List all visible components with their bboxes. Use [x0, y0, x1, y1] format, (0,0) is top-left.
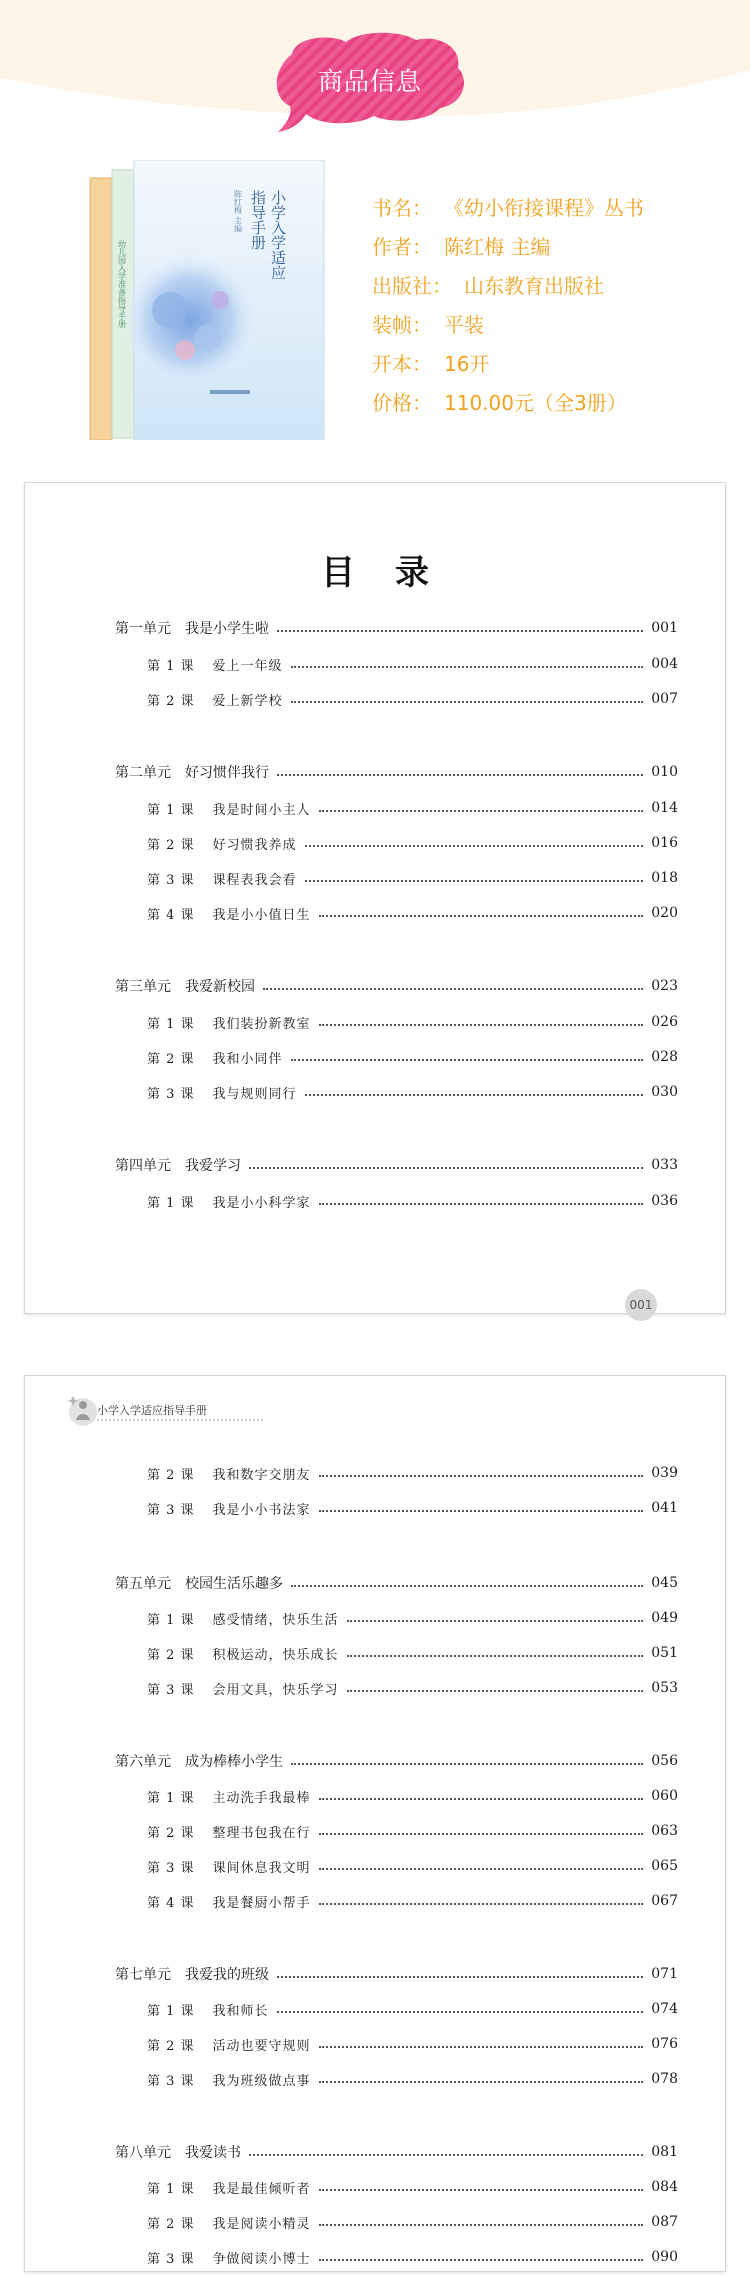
- toc-entry-title: 爱上新学校: [212, 693, 283, 709]
- info-key: 价格：: [372, 391, 432, 415]
- leader-dots: [319, 810, 644, 812]
- toc-page-ref: 030: [651, 1084, 678, 1100]
- toc-entry-title: 我是餐厨小帮手: [212, 1895, 311, 1911]
- toc-page-ref: 071: [651, 1966, 678, 1982]
- toc-lesson-row: [147, 832, 678, 854]
- toc-entry-title: 我是小小值日生: [212, 907, 311, 923]
- page-number-badge: [625, 1289, 657, 1321]
- leader-dots: [319, 2224, 644, 2226]
- toc-entry-title: 我为班级做点事: [212, 2073, 311, 2089]
- info-value: 陈红梅 主编: [444, 235, 551, 259]
- toc-lesson-row: [147, 1820, 678, 1842]
- info-row-binding: [372, 309, 732, 348]
- toc-page-ref: 010: [651, 764, 678, 780]
- toc-entry-title: 主动洗手我最棒: [212, 1790, 311, 1806]
- toc-entry-label: 第 2 课: [147, 1825, 195, 1841]
- svg-text:小学入学适应: 小学入学适应: [269, 190, 287, 280]
- leader-dots: [277, 1976, 643, 1978]
- info-key: 书名：: [372, 196, 432, 220]
- toc-entry-label: 第 2 课: [147, 2038, 195, 2054]
- toc-entry-label: 第 1 课: [147, 2181, 195, 2197]
- toc-entry-title: 我和数字交朋友: [212, 1467, 311, 1483]
- toc-entry-label: 第三单元: [115, 979, 171, 995]
- toc-entry-title: 校园生活乐趣多: [185, 1576, 283, 1592]
- toc-entry-title: 好习惯伴我行: [185, 765, 269, 781]
- toc-entry-title: 爱上一年级: [212, 658, 283, 674]
- leader-dots: [319, 1510, 644, 1512]
- toc-entry-title: 会用文具，快乐学习: [212, 1682, 339, 1698]
- toc-entry-label: 第 3 课: [147, 872, 195, 888]
- toc-lesson-row: [147, 2176, 678, 2198]
- toc-entry-label: 第 3 课: [147, 1860, 195, 1876]
- toc-entry-title: 成为棒棒小学生: [185, 1754, 283, 1770]
- toc-page-ref: 041: [651, 1500, 678, 1516]
- toc-entry-label: 第五单元: [115, 1576, 171, 1592]
- toc-page-ref: 036: [651, 1193, 678, 1209]
- toc-page-ref: 004: [651, 656, 678, 672]
- toc-lesson-row: [147, 2068, 678, 2090]
- toc-lesson-row: [147, 797, 678, 819]
- toc-lesson-row: [147, 1785, 678, 1807]
- leader-dots: [305, 1094, 644, 1096]
- toc-entry-title: 我和小同伴: [212, 1051, 283, 1067]
- leader-dots: [347, 1655, 644, 1657]
- leader-dots: [347, 1690, 644, 1692]
- toc-lesson-row: [147, 1642, 678, 1664]
- toc-entry-label: 第 2 课: [147, 693, 195, 709]
- running-head-text: 小学入学适应指导手册: [97, 1404, 207, 1417]
- toc-entry-label: 第 4 课: [147, 1895, 195, 1911]
- toc-unit-row: [115, 975, 678, 997]
- toc-entry-title: 我是最佳倾听者: [212, 2181, 311, 2197]
- toc-entry-title: 积极运动，快乐成长: [212, 1647, 339, 1663]
- toc-entry-title: 我爱我的班级: [185, 1967, 269, 1983]
- leader-dots: [249, 1167, 643, 1169]
- toc-lesson-row: [147, 2211, 678, 2233]
- toc-entry-title: 感受情绪，快乐生活: [212, 1612, 339, 1628]
- info-row-price: [372, 387, 732, 426]
- toc-entry-title: 我们装扮新教室: [212, 1016, 311, 1032]
- toc-page-ref: 084: [651, 2179, 678, 2195]
- toc-page-ref: 074: [651, 2001, 678, 2017]
- toc-lesson-row: [147, 1607, 678, 1629]
- toc-entry-title: 我与规则同行: [212, 1086, 297, 1102]
- svg-text:幼儿园入学准备指导手册: 幼儿园入学准备指导手册: [117, 240, 127, 328]
- toc-unit-row: [115, 1154, 678, 1176]
- toc-entry-title: 课程表我会看: [212, 872, 297, 888]
- toc-entry-title: 我爱学习: [185, 1158, 241, 1174]
- info-row-title: [372, 192, 732, 231]
- info-key: 开本：: [372, 352, 432, 376]
- toc-page-1: [24, 482, 726, 1314]
- toc-lesson-row: [147, 1462, 678, 1484]
- toc-entry-title: 我是小学生啦: [185, 621, 269, 637]
- info-row-format: [372, 348, 732, 387]
- toc-entry-label: 第 1 课: [147, 802, 195, 818]
- toc-entry-label: 第 1 课: [147, 1612, 195, 1628]
- toc-page-ref: 063: [651, 1823, 678, 1839]
- toc-entry-label: 第 1 课: [147, 1016, 195, 1032]
- toc-entry-title: 好习惯我养成: [212, 837, 297, 853]
- toc-entry-title: 我爱新校园: [185, 979, 255, 995]
- info-value: 110.00元（全3册）: [444, 391, 627, 415]
- toc-entry-label: 第 2 课: [147, 2216, 195, 2232]
- section-badge-label: 商品信息: [317, 67, 422, 96]
- toc-page-ref: 053: [651, 1680, 678, 1696]
- toc-entry-title: 课间休息我文明: [212, 1860, 311, 1876]
- toc-entry-title: 活动也要守规则: [212, 2038, 311, 2054]
- leader-dots: [277, 2011, 644, 2013]
- toc-lesson-row: [147, 653, 678, 675]
- toc-entry-label: 第 3 课: [147, 1682, 195, 1698]
- leader-dots: [291, 1763, 643, 1765]
- toc-entry-label: 第 1 课: [147, 658, 195, 674]
- leader-dots: [319, 1903, 644, 1905]
- toc-page-ref: 028: [651, 1049, 678, 1065]
- toc-title: 目录: [321, 553, 469, 593]
- toc-entry-label: 第 1 课: [147, 2003, 195, 2019]
- info-value: 《幼小衔接课程》丛书: [444, 196, 644, 220]
- toc-page-ref: 090: [651, 2249, 678, 2265]
- leader-dots: [291, 1059, 644, 1061]
- toc-entry-label: 第 3 课: [147, 2251, 195, 2267]
- leader-dots: [249, 2154, 643, 2156]
- toc-page-ref: 087: [651, 2214, 678, 2230]
- toc-entry-label: 第 1 课: [147, 1195, 195, 1211]
- toc-page-ref: 045: [651, 1575, 678, 1591]
- svg-text:指导手册: 指导手册: [249, 190, 267, 250]
- toc-entry-label: 第 2 课: [147, 1647, 195, 1663]
- leader-dots: [305, 845, 644, 847]
- toc-page-ref: 078: [651, 2071, 678, 2087]
- leader-dots: [291, 701, 644, 703]
- toc-page-ref: 056: [651, 1753, 678, 1769]
- toc-entry-label: 第 2 课: [147, 837, 195, 853]
- toc-lesson-row: [147, 688, 678, 710]
- toc-unit-row: [115, 1572, 678, 1594]
- leader-dots: [319, 2081, 644, 2083]
- leader-dots: [319, 2189, 644, 2191]
- toc-page-ref: 039: [651, 1465, 678, 1481]
- toc-entry-title: 我是阅读小精灵: [212, 2216, 311, 2232]
- toc-lesson-row: [147, 1890, 678, 1912]
- toc-page-ref: 065: [651, 1858, 678, 1874]
- toc-lesson-row: [147, 1855, 678, 1877]
- leader-dots: [319, 1203, 644, 1205]
- leader-dots: [319, 1024, 644, 1026]
- toc-unit-row: [115, 1750, 678, 1772]
- leader-dots: [263, 988, 643, 990]
- info-key: 出版社：: [372, 274, 452, 298]
- toc-entry-label: 第 2 课: [147, 1051, 195, 1067]
- toc-entry-title: 我是时间小主人: [212, 802, 311, 818]
- toc-lesson-row: [147, 2246, 678, 2268]
- toc-lesson-row: [147, 902, 678, 924]
- info-key: 作者：: [372, 235, 432, 259]
- info-row-author: [372, 231, 732, 270]
- toc-page-ref: 014: [651, 800, 678, 816]
- toc-page-ref: 001: [651, 620, 678, 636]
- info-row-publisher: [372, 270, 732, 309]
- leader-dots: [319, 1868, 644, 1870]
- toc-page-ref: 081: [651, 2144, 678, 2160]
- toc-lesson-row: [147, 1081, 678, 1103]
- toc-entry-label: 第 1 课: [147, 1790, 195, 1806]
- leader-dots: [291, 1585, 643, 1587]
- toc-unit-row: [115, 761, 678, 783]
- toc-page-ref: 033: [651, 1157, 678, 1173]
- toc-unit-row: [115, 2141, 678, 2163]
- toc-lesson-row: [147, 1046, 678, 1068]
- leader-dots: [277, 774, 643, 776]
- toc-page-ref: 049: [651, 1610, 678, 1626]
- toc-page-ref: 018: [651, 870, 678, 886]
- leader-dots: [319, 915, 644, 917]
- svg-text:陈红梅 主编: 陈红梅 主编: [233, 190, 243, 233]
- toc-entry-label: 第四单元: [115, 1158, 171, 1174]
- toc-entry-label: 第八单元: [115, 2145, 171, 2161]
- product-info: [372, 192, 732, 426]
- leader-dots: [319, 1833, 644, 1835]
- page-number: 001: [629, 1298, 653, 1312]
- toc-lesson-row: [147, 1677, 678, 1699]
- toc-entry-label: 第一单元: [115, 621, 171, 637]
- toc-entry-title: 争做阅读小博士: [212, 2251, 311, 2267]
- toc-lesson-row: [147, 1497, 678, 1519]
- toc-page-ref: 007: [651, 691, 678, 707]
- toc-entry-label: 第 3 课: [147, 1086, 195, 1102]
- toc-entry-title: 我爱读书: [185, 2145, 241, 2161]
- toc-entry-label: 第 2 课: [147, 1467, 195, 1483]
- leader-dots: [347, 1620, 644, 1622]
- toc-lesson-row: [147, 867, 678, 889]
- toc-page-ref: 026: [651, 1014, 678, 1030]
- toc-entry-label: 第二单元: [115, 765, 171, 781]
- toc-lesson-row: [147, 1190, 678, 1212]
- toc-entry-title: 我是小小科学家: [212, 1195, 311, 1211]
- toc-lesson-row: [147, 2033, 678, 2055]
- toc-unit-row: [115, 1963, 678, 1985]
- toc-entry-label: 第七单元: [115, 1967, 171, 1983]
- info-key: 装帧：: [372, 313, 432, 337]
- toc-entry-label: 第 3 课: [147, 1502, 195, 1518]
- info-value: 16开: [444, 352, 490, 376]
- toc-page-ref: 023: [651, 978, 678, 994]
- info-value: 平装: [444, 313, 484, 337]
- toc-page-ref: 051: [651, 1645, 678, 1661]
- leader-dots: [319, 1798, 644, 1800]
- leader-dots: [319, 1475, 644, 1477]
- toc-page-ref: 060: [651, 1788, 678, 1804]
- leader-dots: [319, 2259, 644, 2261]
- toc-unit-row: [115, 617, 678, 639]
- toc-page-ref: 016: [651, 835, 678, 851]
- leader-dots: [319, 2046, 644, 2048]
- toc-page-2: [24, 1375, 726, 2272]
- toc-entry-title: 我是小小书法家: [212, 1502, 311, 1518]
- toc-entry-title: 整理书包我在行: [212, 1825, 311, 1841]
- toc-entry-label: 第六单元: [115, 1754, 171, 1770]
- info-value: 山东教育出版社: [464, 274, 604, 298]
- toc-entry-title: 我和师长: [212, 2003, 269, 2019]
- toc-page-ref: 067: [651, 1893, 678, 1909]
- toc-page-ref: 076: [651, 2036, 678, 2052]
- leader-dots: [305, 880, 644, 882]
- book-cover-image: [80, 160, 340, 440]
- toc-lesson-row: [147, 1998, 678, 2020]
- toc-page-ref: 020: [651, 905, 678, 921]
- toc-entry-label: 第 3 课: [147, 2073, 195, 2089]
- leader-dots: [277, 630, 643, 632]
- leader-dots: [291, 666, 644, 668]
- toc-lesson-row: [147, 1011, 678, 1033]
- toc-entry-label: 第 4 课: [147, 907, 195, 923]
